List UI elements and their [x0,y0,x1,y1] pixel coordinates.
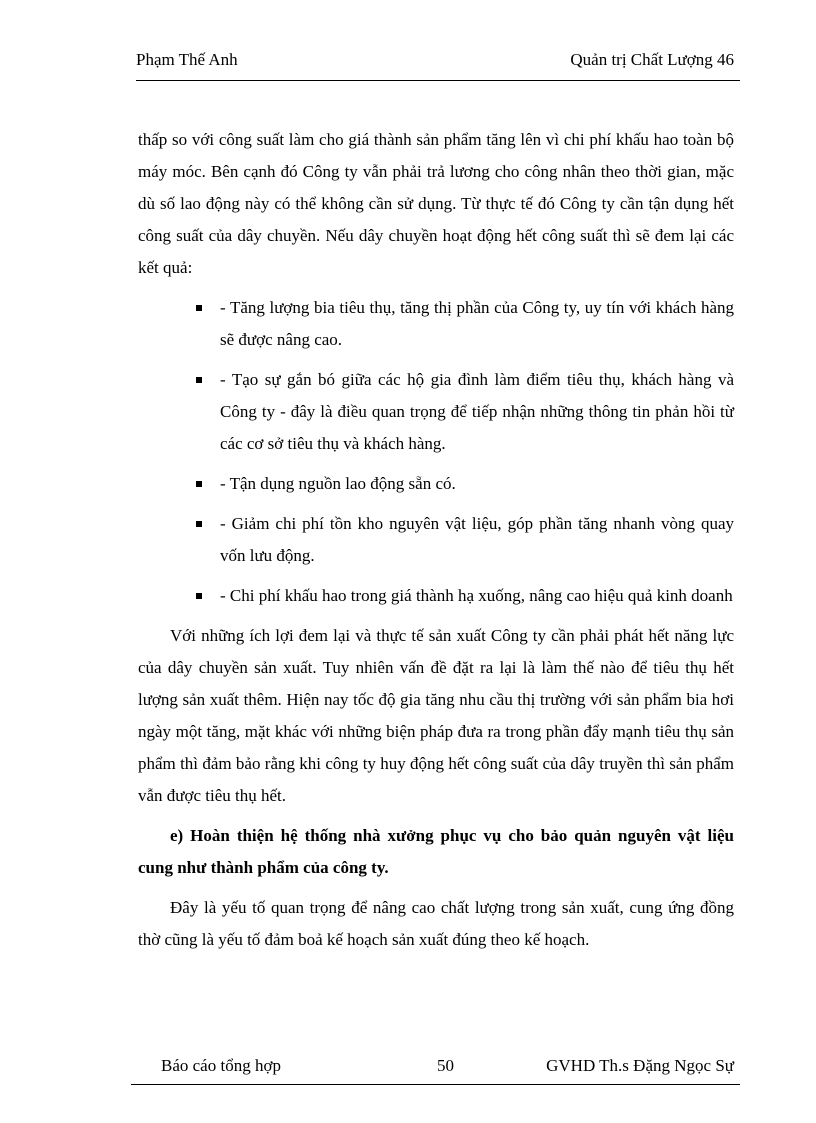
page-footer [131,1046,740,1085]
list-item [138,292,734,356]
square-bullet-icon [196,593,202,599]
list-item-text: - Chi phí khấu hao trong giá thành hạ xuống, nâng cao hiệu quả kinh doanh [220,586,733,605]
square-bullet-icon [196,481,202,487]
list-item [138,468,734,500]
section-heading: e) Hoàn thiện hệ thống nhà xưởng phục vụ cho bảo quản nguyên vật liệu cung như thành phẩm của công ty. [138,826,734,877]
page-number: 50 [437,1056,454,1075]
header-author: Phạm Thế Anh [136,50,238,69]
footer-report-title: Báo cáo tổng hợp [161,1056,281,1075]
footer-advisor: GVHD Th.s Đặng Ngọc Sự [546,1056,734,1075]
page-header [136,46,740,81]
document-body [138,124,734,964]
square-bullet-icon [196,377,202,383]
list-item-text: - Giảm chi phí tồn kho nguyên vật liệu, góp phần tăng nhanh vòng quay vốn lưu động. [220,514,734,565]
paragraph-warehouse: Đây là yếu tố quan trọng để nâng cao chất lượng trong sản xuất, cung ứng đồng thờ cũng là yếu tố đảm boả kế hoạch sản xuất đúng theo kế hoạch. [138,898,734,949]
paragraph-benefits: Với những ích lợi đem lại và thực tế sản xuất Công ty cần phải phát hết năng lực của dây chuyền sản xuất. Tuy nhiên vấn đề đặt ra lại là làm thế nào để tiêu thụ hết lượng sản xuất thêm. Hiện nay tốc độ gia tăng nhu cầu thị trường với sản phẩm bia hơi ngày một tăng, mặt khác với những biện pháp đưa ra trong phần đẩy mạnh tiêu thụ sản phẩm thì đảm bảo rằng khi công ty huy động hết công suất của dây truyền thì sản phẩm vẫn được tiêu thụ hết. [138,626,734,805]
paragraph-intro: thấp so với công suất làm cho giá thành sản phẩm tăng lên vì chi phí khấu hao toàn bộ máy móc. Bên cạnh đó Công ty vẫn phải trả lương cho công nhân theo thời gian, mặc dù số lao động này có thể không cần sử dụng. Từ thực tế đó Công ty cần tận dụng hết công suất của dây chuyền. Nếu dây chuyền hoạt động hết công suất thì sẽ đem lại các kết quả: [138,130,734,277]
list-item-text: - Tạo sự gắn bó giữa các hộ gia đình làm điểm tiêu thụ, khách hàng và Công ty - đây là điều quan trọng để tiếp nhận những thông tin phản hồi từ các cơ sở tiêu thụ và khách hàng. [220,370,734,453]
square-bullet-icon [196,305,202,311]
list-item [138,508,734,572]
list-item-text: - Tận dụng nguồn lao động sẵn có. [220,474,456,493]
list-item-text: - Tăng lượng bia tiêu thụ, tăng thị phần của Công ty, uy tín với khách hàng sẽ được nâng cao. [220,298,734,349]
list-item [138,580,734,612]
square-bullet-icon [196,521,202,527]
list-item [138,364,734,460]
header-course: Quản trị Chất Lượng 46 [570,50,734,69]
results-list [138,292,734,612]
